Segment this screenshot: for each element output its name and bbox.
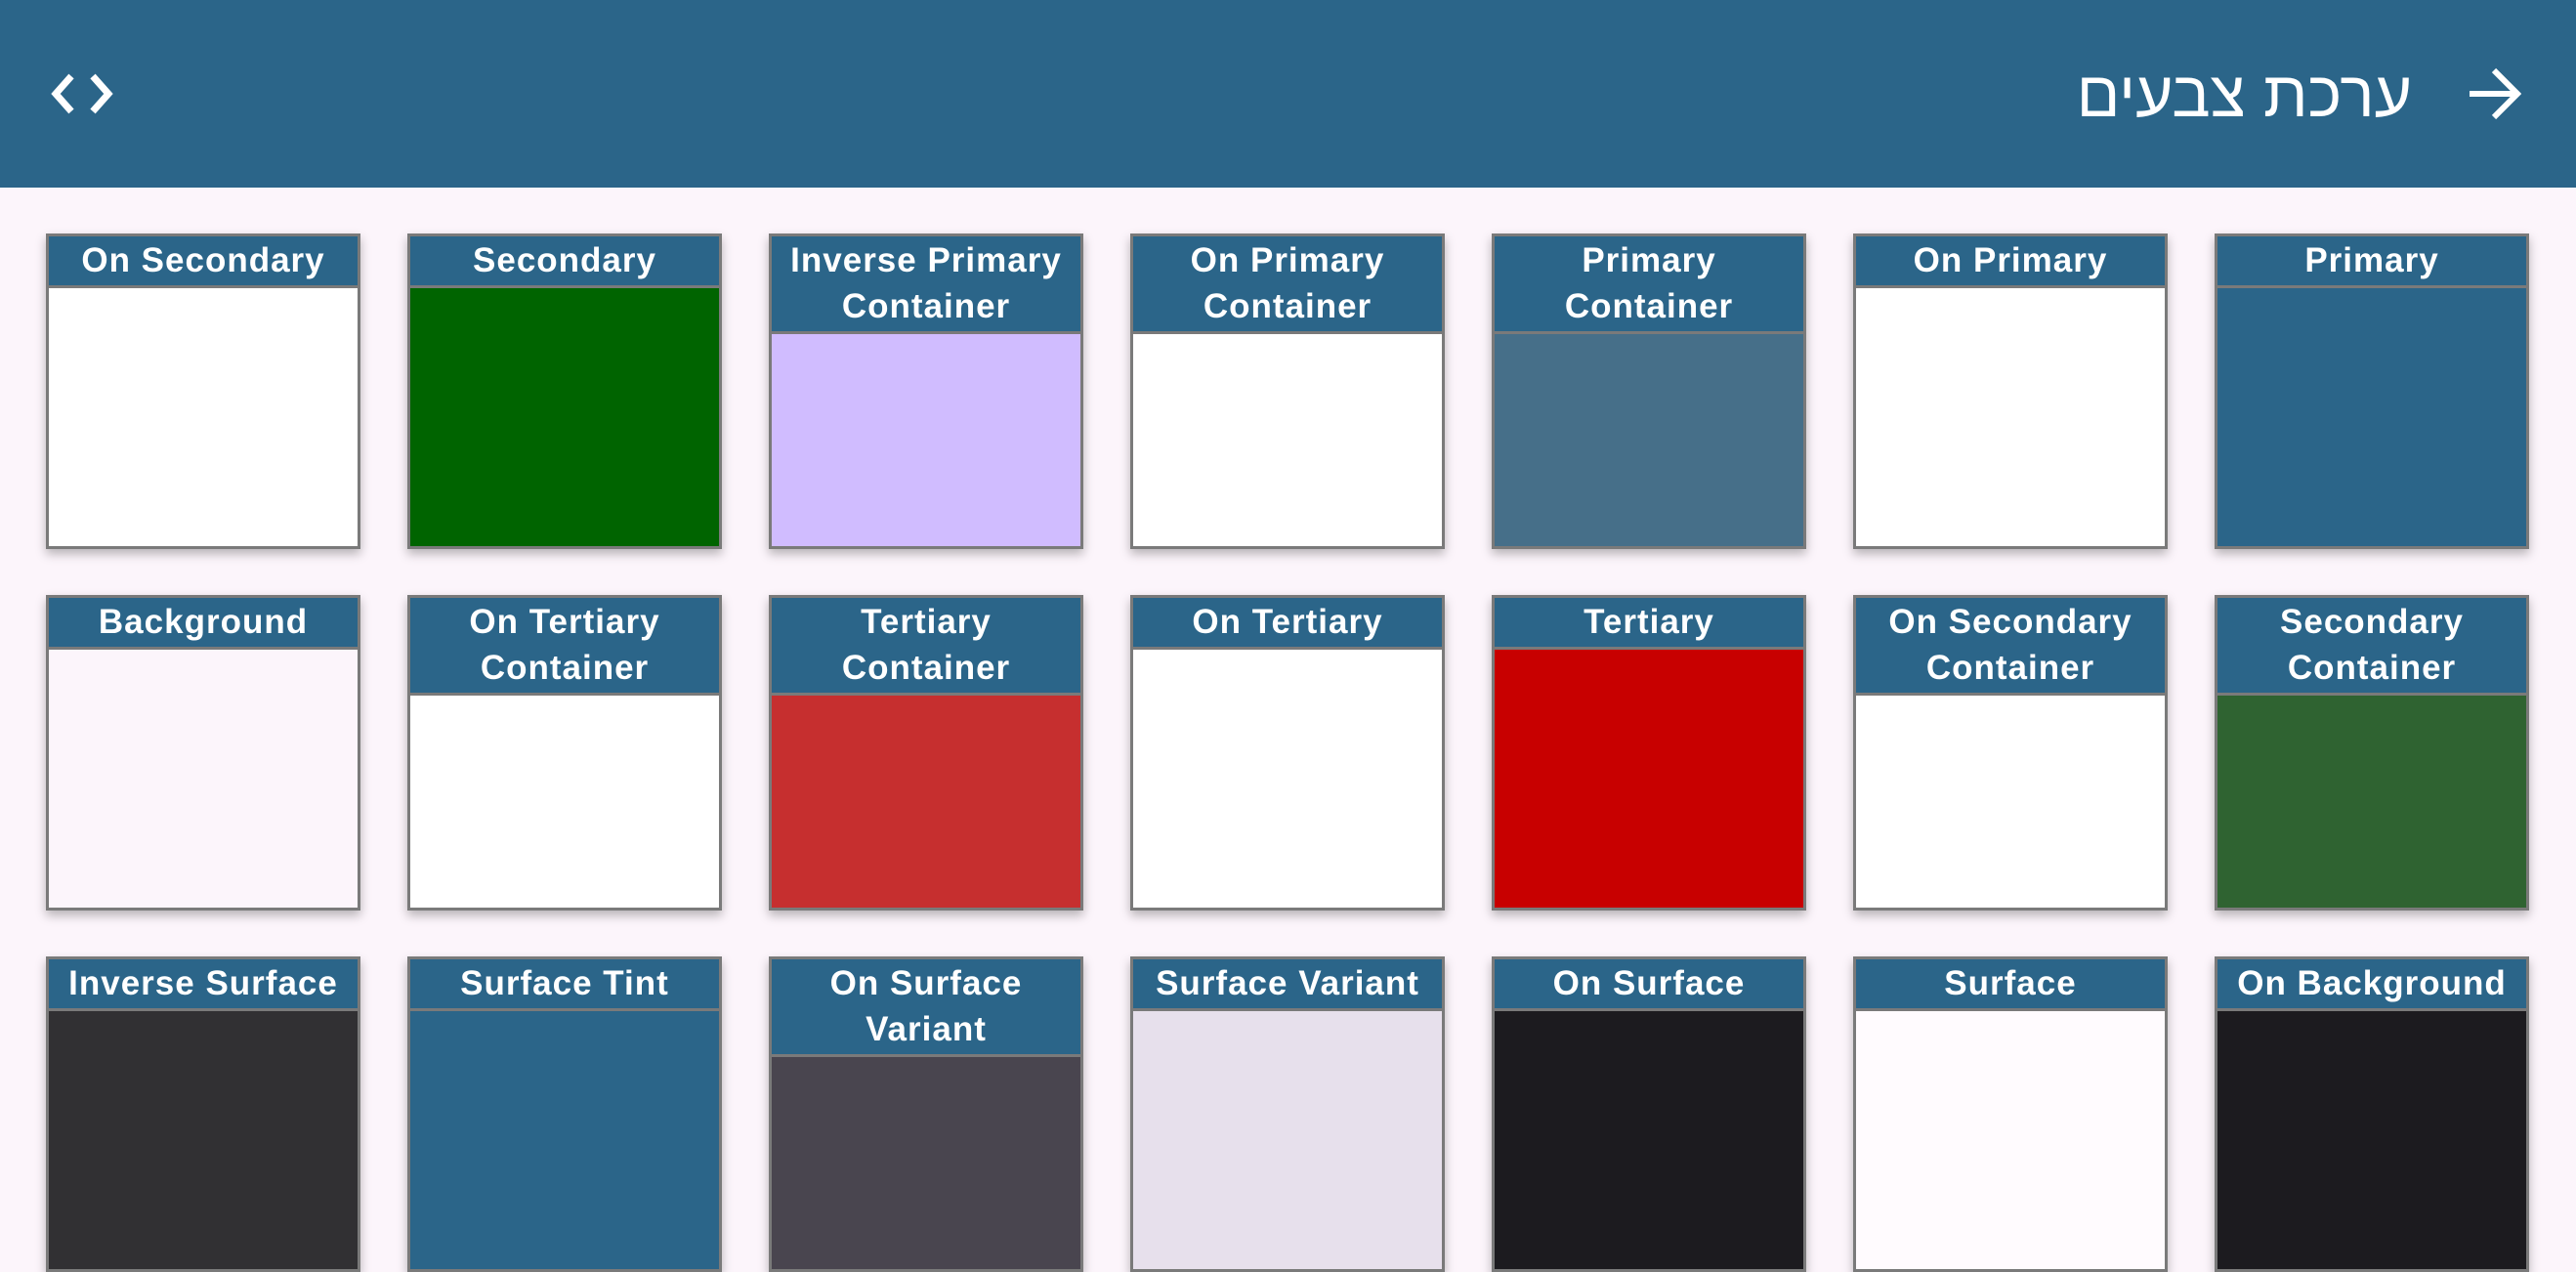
- color-swatch: [49, 288, 358, 546]
- color-card[interactable]: [1853, 595, 2168, 911]
- color-swatch: [2217, 288, 2526, 546]
- color-card[interactable]: [2215, 233, 2529, 549]
- color-card-label: Tertiary: [1495, 598, 1803, 650]
- color-card[interactable]: [769, 233, 1083, 549]
- code-icon: [50, 70, 114, 117]
- color-swatch: [1133, 1011, 1442, 1269]
- color-card[interactable]: [46, 233, 360, 549]
- color-card-label: Primary: [2217, 236, 2526, 288]
- color-scheme-grid: [47, 233, 2529, 1272]
- color-card-label: Surface Variant: [1133, 959, 1442, 1011]
- color-card-label: On Surface Variant: [772, 959, 1080, 1057]
- color-card[interactable]: [46, 956, 360, 1272]
- color-card[interactable]: [1130, 595, 1445, 911]
- color-card-label: Inverse Primary Container: [772, 236, 1080, 334]
- color-card-label: On Tertiary Container: [410, 598, 719, 696]
- color-card[interactable]: [2215, 956, 2529, 1272]
- color-card-label: Secondary: [410, 236, 719, 288]
- color-swatch: [1133, 334, 1442, 546]
- color-card-label: On Secondary Container: [1856, 598, 2165, 696]
- color-swatch: [1856, 288, 2165, 546]
- color-swatch: [2217, 696, 2526, 908]
- color-card[interactable]: [407, 595, 722, 911]
- color-card-label: Primary Container: [1495, 236, 1803, 334]
- color-swatch: [1856, 1011, 2165, 1269]
- color-swatch: [772, 1057, 1080, 1269]
- color-card[interactable]: [46, 595, 360, 911]
- color-swatch: [1495, 650, 1803, 908]
- color-card-label: Secondary Container: [2217, 598, 2526, 696]
- color-card[interactable]: [1853, 233, 2168, 549]
- color-card-label: On Primary: [1856, 236, 2165, 288]
- color-card[interactable]: [1130, 956, 1445, 1272]
- color-card[interactable]: [2215, 595, 2529, 911]
- color-swatch: [1856, 696, 2165, 908]
- color-swatch: [49, 1011, 358, 1269]
- color-card-label: On Tertiary: [1133, 598, 1442, 650]
- color-swatch: [1133, 650, 1442, 908]
- app-bar: [0, 0, 2576, 188]
- color-swatch: [410, 288, 719, 546]
- color-swatch: [2217, 1011, 2526, 1269]
- arrow-right-icon: [2467, 66, 2521, 121]
- color-card[interactable]: [1130, 233, 1445, 549]
- color-card-label: On Secondary: [49, 236, 358, 288]
- page-title: ערכת צבעים: [2076, 58, 2412, 130]
- color-card[interactable]: [1492, 956, 1806, 1272]
- color-card-label: Tertiary Container: [772, 598, 1080, 696]
- color-card-label: Inverse Surface: [49, 959, 358, 1011]
- color-card-label: Background: [49, 598, 358, 650]
- color-card[interactable]: [1492, 595, 1806, 911]
- color-card-label: Surface Tint: [410, 959, 719, 1011]
- color-swatch: [1495, 1011, 1803, 1269]
- color-card[interactable]: [1492, 233, 1806, 549]
- color-swatch: [49, 650, 358, 908]
- color-card-label: On Background: [2217, 959, 2526, 1011]
- color-swatch: [410, 696, 719, 908]
- code-button[interactable]: [39, 51, 125, 137]
- color-card-label: On Primary Container: [1133, 236, 1442, 334]
- color-card[interactable]: [769, 956, 1083, 1272]
- back-button[interactable]: [2451, 51, 2537, 137]
- color-card[interactable]: [407, 956, 722, 1272]
- color-swatch: [772, 696, 1080, 908]
- color-swatch: [1495, 334, 1803, 546]
- color-swatch: [410, 1011, 719, 1269]
- color-card-label: On Surface: [1495, 959, 1803, 1011]
- color-card[interactable]: [769, 595, 1083, 911]
- color-card-label: Surface: [1856, 959, 2165, 1011]
- color-swatch: [772, 334, 1080, 546]
- color-card[interactable]: [407, 233, 722, 549]
- color-card[interactable]: [1853, 956, 2168, 1272]
